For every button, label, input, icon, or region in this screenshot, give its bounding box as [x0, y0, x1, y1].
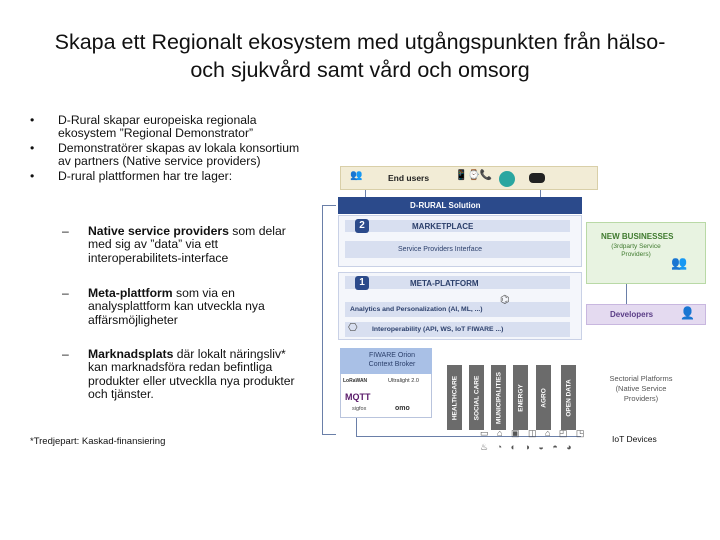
marketplace-number: 2: [355, 219, 369, 233]
fiware-label: FIWARE Orion Context Broker: [368, 352, 416, 368]
title-line-1: Skapa ett Regionalt ekosystem med utgångspunkten från hälso-: [54, 30, 666, 54]
analytics-label: Analytics and Personalization (AI, ML, ...): [350, 306, 483, 313]
business-people-icon: 👥: [671, 255, 688, 270]
metaplatform-label: META-PLATFORM: [410, 279, 479, 288]
bullet-dot: •: [30, 140, 35, 155]
lorawan-logo: LoRaWAN: [343, 378, 368, 384]
bullet-dot: •: [30, 113, 35, 127]
ultralight-logo: Ultralight 2.0: [388, 378, 419, 384]
iot-devices-icons: ♨ ◔ ◐ ◑ ◒ ◓ ◕: [480, 442, 575, 452]
network-icon: ⌬: [500, 294, 510, 306]
bullet-item: • D-Rural skapar europeiska regionala ekosystem ”Regional Demonstrator”: [30, 113, 257, 141]
sector-column: SOCIAL CARE: [469, 365, 484, 430]
iot-devices-icons: ▭ ⌂ ▣ ◫ ⌂ ◰ ◳: [480, 428, 588, 438]
spi-label: Service Providers Interface: [398, 246, 483, 253]
metaplatform-number: 1: [355, 276, 369, 290]
device-icon: [529, 173, 545, 183]
new-businesses-sub: (3rdparty Service Providers): [611, 243, 661, 258]
sector-column: MUNICIPALITIES: [491, 365, 506, 430]
bullet-list: [30, 114, 305, 184]
connector-line: [626, 284, 627, 304]
interop-label: Interoperability (API, WS, IoT FIWARE ...): [372, 326, 504, 333]
end-users-label: End users: [388, 173, 430, 183]
sectorial-platforms-label: Sectorial Platforms (Native Service Providers): [609, 374, 673, 403]
iot-devices-label: IoT Devices: [612, 434, 657, 444]
outer-bracket: [322, 205, 336, 435]
people-icon: 👥: [350, 170, 363, 181]
mqtt-logo: MQTT: [345, 392, 371, 402]
sub-bullet-native: – Native service providers som delar med sig av ”data” via ett interoperabilitets-interface: [62, 224, 286, 265]
sector-column: ENERGY: [513, 365, 528, 430]
bullet-dot: •: [30, 168, 35, 183]
sector-column: HEALTHCARE: [447, 365, 462, 430]
marketplace-label: MARKETPLACE: [412, 222, 474, 231]
sigfox-logo: sigfox: [352, 406, 367, 412]
sector-column: OPEN DATA: [561, 365, 576, 430]
bullet-item: • D-rural plattformen har tre lager:: [30, 168, 233, 183]
footnote: *Tredjepart: Kaskad-finansiering: [30, 436, 166, 447]
sector-column: AGRO: [536, 365, 551, 430]
title-line-2: och sjukvård samt vård och omsorg: [190, 58, 530, 82]
phone-circle-icon: [499, 171, 515, 187]
developers-label: Developers: [610, 310, 654, 319]
sub-bullet-meta: – Meta-plattform som via en analysplattform kan utveckla nya affärsmöjligheter: [62, 286, 265, 327]
developer-icon: 👤: [680, 306, 695, 320]
drural-solution-label: D-RURAL Solution: [410, 201, 481, 210]
slide-title: [20, 28, 700, 84]
new-businesses-label: NEW BUSINESSES: [601, 232, 674, 241]
interface-icon: ⎔: [348, 322, 358, 334]
bullet-item: • Demonstratörer skapas av lokala konsortium av partners (Native service providers): [30, 140, 300, 169]
sub-bullet-market: – Marknadsplats där lokalt näringsliv* kan marknadsföra redan befintliga produkter eller utvecklla nya produkter och tjänster.: [62, 347, 295, 402]
devices-icon: 📱⌚📞: [455, 170, 493, 181]
omo-logo: omo: [395, 405, 410, 412]
connector-line: [356, 418, 357, 436]
